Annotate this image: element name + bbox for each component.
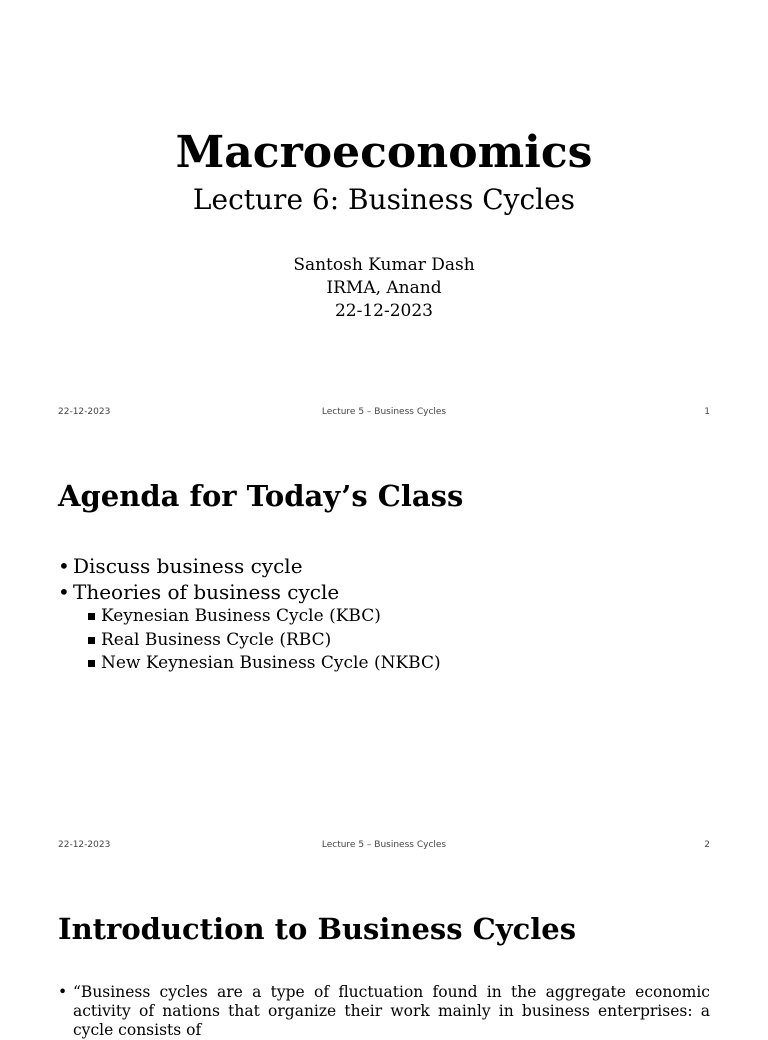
definition-quote: [58, 983, 710, 1040]
agenda-slide: [0, 433, 768, 866]
slide-heading: Introduction to Business Cycles: [58, 912, 577, 946]
presentation-date: 22-12-2023: [334, 301, 433, 321]
author-name: Santosh Kumar Dash: [293, 255, 475, 275]
sub-list-item-label: Keynesian Business Cycle (KBC): [101, 606, 381, 626]
author-block: [0, 254, 768, 323]
introduction-slide: [0, 866, 768, 1039]
sub-list-item: [58, 652, 710, 676]
quote-text: “Business cycles are a type of fluctuation found in the aggregate economic activity of nations that organize their work mainly in business enterprises: a cycle consists of: [73, 983, 710, 1039]
footer-date: 22-12-2023: [58, 407, 111, 417]
agenda-list: [58, 553, 710, 676]
sub-list-item: [58, 605, 710, 629]
footer-date: 22-12-2023: [58, 840, 111, 850]
footer-page-number: 2: [704, 840, 710, 850]
sub-list-item: [58, 629, 710, 653]
footer-lecture: Lecture 5 – Business Cycles: [321, 407, 447, 417]
list-item: • Theories of business cycle: [58, 579, 710, 605]
bullet-icon: •: [58, 983, 68, 1001]
square-bullet-icon: [88, 613, 95, 620]
presentation-title: Macroeconomics: [175, 127, 593, 178]
square-bullet-icon: [88, 637, 95, 644]
list-item: • Discuss business cycle: [58, 553, 710, 579]
slide-heading: Agenda for Today’s Class: [58, 479, 464, 513]
lecture-subtitle: Lecture 6: Business Cycles: [192, 183, 576, 216]
sub-list-item-label: New Keynesian Business Cycle (NKBC): [101, 653, 441, 673]
sub-list-item-label: Real Business Cycle (RBC): [101, 629, 332, 650]
footer-page-number: 1: [704, 407, 710, 417]
footer-lecture: Lecture 5 – Business Cycles: [321, 840, 447, 850]
title-slide: [0, 0, 768, 433]
square-bullet-icon: [88, 660, 95, 667]
author-institution: IRMA, Anand: [326, 278, 442, 298]
